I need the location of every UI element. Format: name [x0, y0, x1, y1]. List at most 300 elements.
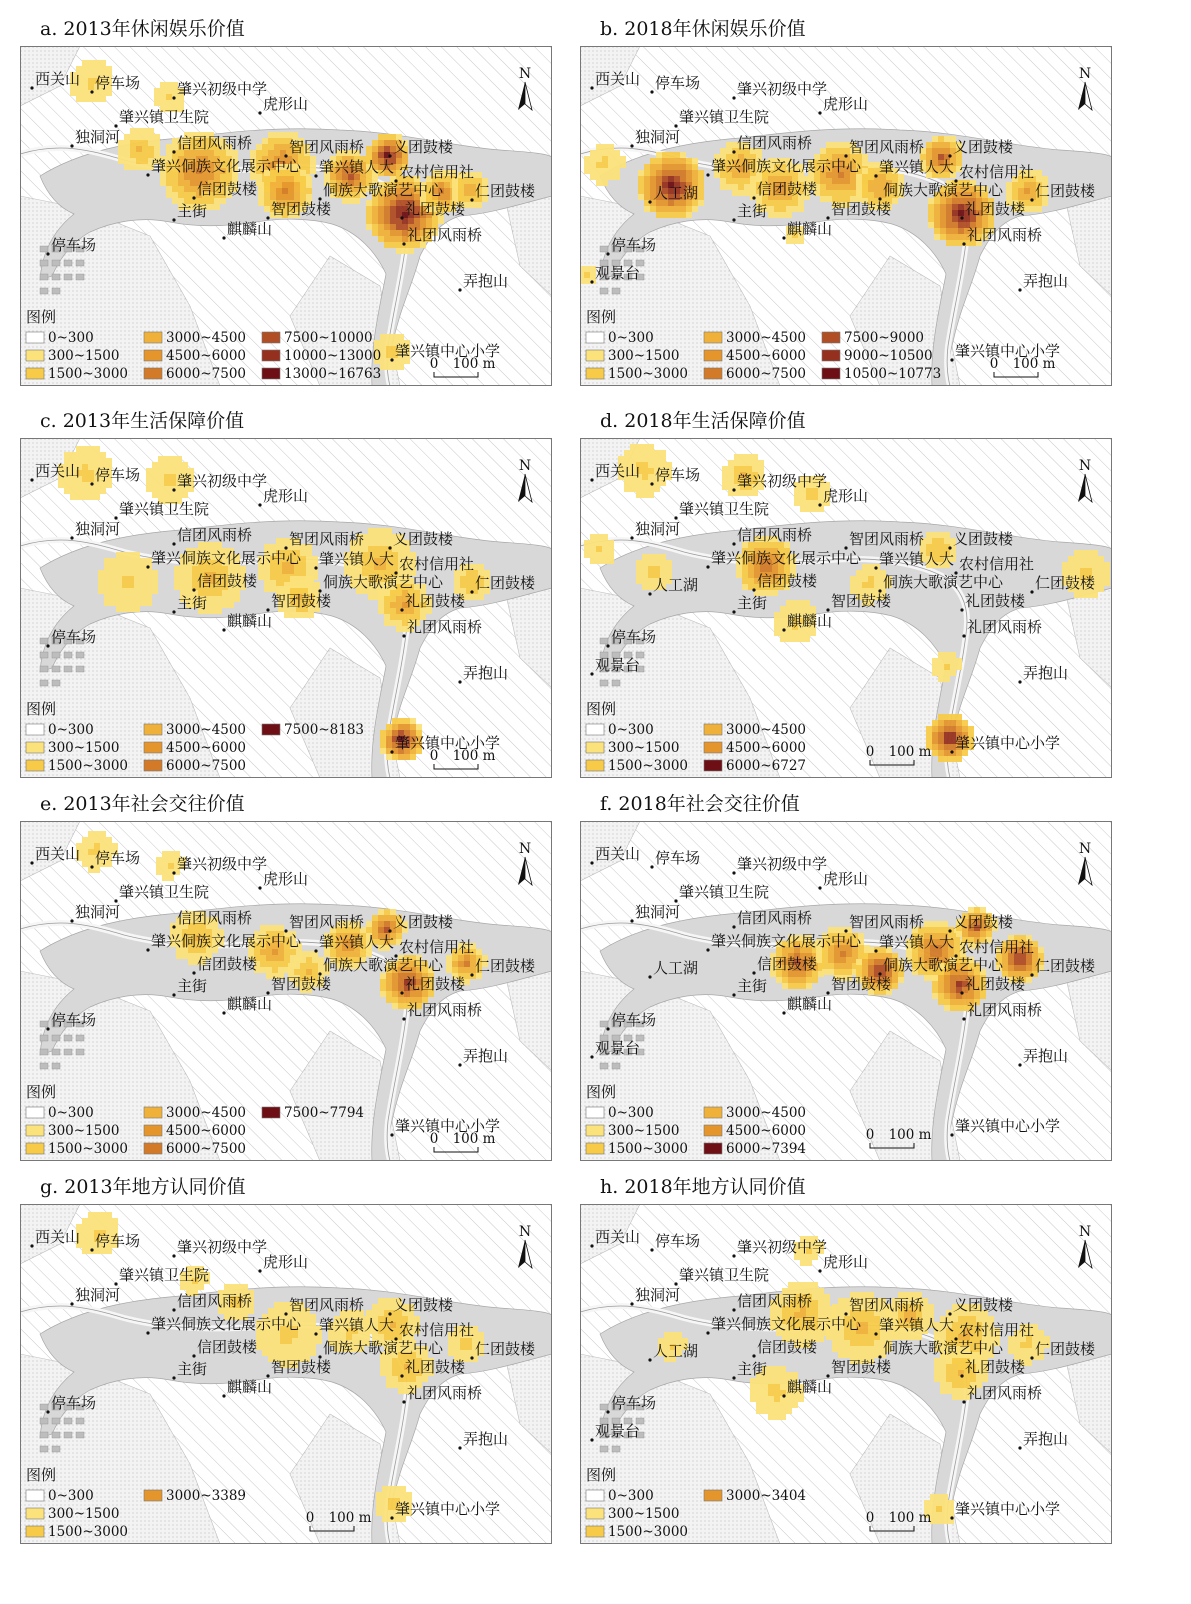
place-name: 农村信用社	[959, 163, 1035, 181]
place-name: 观景台	[595, 656, 641, 674]
north-label: N	[1078, 458, 1092, 474]
place-name: 智团风雨桥	[849, 530, 925, 548]
building	[40, 652, 48, 658]
building	[612, 288, 620, 294]
place-label	[458, 272, 508, 292]
place-point	[782, 628, 785, 631]
place-name: 麒麟山	[787, 612, 833, 630]
place-label	[732, 1292, 812, 1312]
place-point	[590, 478, 593, 481]
place-point	[470, 590, 473, 593]
place-label	[192, 1338, 258, 1358]
place-point	[650, 865, 653, 868]
legend-swatch	[822, 332, 840, 343]
place-label	[590, 264, 640, 284]
legend-label: 4500~6000	[166, 740, 247, 756]
place-name: 礼团鼓楼	[405, 975, 466, 993]
place-point	[590, 1055, 593, 1058]
legend-swatch	[704, 760, 722, 771]
place-name: 侗族大歌演艺中心	[323, 956, 444, 974]
place-label	[458, 1047, 508, 1067]
place-name: 礼团风雨桥	[967, 618, 1043, 636]
place-label	[46, 236, 96, 256]
place-name: 信团鼓楼	[757, 180, 818, 198]
place-point	[400, 216, 403, 219]
place-name: 礼团鼓楼	[965, 975, 1026, 993]
place-name: 义团鼓楼	[953, 913, 1014, 931]
legend-swatch	[26, 368, 44, 379]
legend-swatch	[144, 1125, 162, 1136]
place-name: 主街	[737, 977, 768, 995]
hotspot	[98, 552, 158, 612]
place-name: 虎形山	[823, 1253, 869, 1271]
place-name: 智团风雨桥	[849, 913, 925, 931]
place-label	[114, 108, 209, 128]
map-panel-f	[580, 789, 1112, 1161]
place-name: 麒麟山	[787, 1378, 833, 1396]
building	[612, 680, 620, 686]
place-label	[172, 80, 267, 100]
place-label	[172, 202, 207, 222]
place-label	[318, 1339, 444, 1359]
place-name: 麒麟山	[227, 995, 273, 1013]
place-name: 肇兴镇卫生院	[119, 883, 210, 901]
legend-swatch	[26, 1125, 44, 1136]
place-label	[46, 628, 96, 648]
legend-swatch	[144, 1143, 162, 1154]
place-point	[172, 1308, 175, 1311]
place-point	[1018, 1446, 1021, 1449]
place-label	[284, 530, 364, 550]
place-point	[648, 1358, 651, 1361]
legend-label: 6000~7500	[166, 1141, 247, 1157]
place-label	[960, 592, 1026, 612]
place-name: 农村信用社	[959, 555, 1035, 573]
place-name: 独洞河	[635, 520, 681, 538]
place-name: 信团鼓楼	[757, 572, 818, 590]
legend-title: 图例	[26, 1466, 57, 1484]
place-name: 肇兴侗族文化展示中心	[711, 1315, 862, 1333]
place-point	[782, 236, 785, 239]
place-label	[732, 1360, 767, 1380]
place-point	[1018, 288, 1021, 291]
legend-label: 0~300	[608, 1105, 654, 1121]
place-label	[266, 975, 332, 995]
place-name: 礼团鼓楼	[405, 200, 466, 218]
place-label	[172, 594, 207, 614]
place-name: 主街	[177, 594, 208, 612]
place-name: 肇兴镇卫生院	[119, 108, 210, 126]
place-name: 停车场	[95, 849, 141, 867]
panel-title: e. 2013年社会交往价值	[40, 793, 245, 815]
place-label	[606, 236, 656, 256]
place-name: 人工湖	[653, 959, 699, 977]
place-label	[826, 592, 892, 612]
place-label	[674, 108, 769, 128]
place-point	[732, 610, 735, 613]
place-point	[70, 919, 73, 922]
place-name: 信团鼓楼	[197, 1338, 258, 1356]
place-label	[394, 1321, 474, 1341]
place-name: 仁团鼓楼	[1035, 574, 1096, 592]
scale-label: 100 m	[888, 1510, 932, 1526]
legend-label: 1500~3000	[48, 366, 129, 382]
place-point	[402, 1400, 405, 1403]
map-canvas	[580, 438, 1112, 778]
place-label	[630, 520, 680, 540]
map-panel-e	[20, 789, 552, 1161]
place-label	[650, 849, 700, 869]
place-name: 主街	[177, 1360, 208, 1378]
place-point	[590, 861, 593, 864]
place-label	[318, 956, 444, 976]
building	[52, 1049, 60, 1055]
scale-zero: 0	[429, 1131, 439, 1147]
place-label	[706, 157, 862, 177]
legend-label: 0~300	[48, 722, 94, 738]
map-panel-g	[20, 1172, 552, 1544]
place-label	[70, 128, 120, 148]
place-point	[960, 216, 963, 219]
place-label	[590, 656, 640, 676]
place-point	[752, 1354, 755, 1357]
place-label	[606, 1394, 656, 1414]
scale-zero: 0	[865, 1127, 875, 1143]
place-name: 麒麟山	[787, 220, 833, 238]
panel-title: f. 2018年社会交往价值	[600, 793, 800, 815]
place-point	[400, 1374, 403, 1377]
place-label	[46, 1011, 96, 1031]
place-label	[146, 1315, 302, 1335]
place-label	[314, 158, 394, 178]
place-label	[782, 220, 832, 240]
place-name: 肇兴镇中心小学	[395, 1117, 501, 1135]
place-point	[706, 1331, 709, 1334]
legend-label: 300~1500	[48, 740, 120, 756]
place-label	[90, 849, 140, 869]
building	[76, 1418, 84, 1424]
place-point	[1030, 590, 1033, 593]
place-point	[650, 1248, 653, 1251]
place-point	[960, 991, 963, 994]
place-label	[402, 618, 482, 638]
place-point	[1030, 973, 1033, 976]
legend-swatch	[144, 350, 162, 361]
place-name: 信团风雨桥	[737, 134, 813, 152]
panel-title: h. 2018年地方认同价值	[600, 1176, 806, 1198]
place-point	[590, 1438, 593, 1441]
legend-swatch	[586, 1526, 604, 1537]
legend-label: 0~300	[608, 1488, 654, 1504]
place-label	[30, 70, 80, 90]
place-name: 停车场	[51, 1394, 97, 1412]
place-label	[752, 572, 818, 592]
place-name: 肇兴镇卫生院	[119, 1266, 210, 1284]
scale-zero: 0	[429, 748, 439, 764]
place-label	[874, 1316, 954, 1336]
place-label	[826, 1358, 892, 1378]
place-label	[192, 180, 258, 200]
building	[52, 680, 60, 686]
place-point	[630, 919, 633, 922]
place-name: 肇兴初级中学	[737, 855, 828, 873]
place-label	[458, 664, 508, 684]
legend-label: 9000~10500	[844, 348, 933, 364]
legend-title: 图例	[586, 308, 617, 326]
place-name: 弄抱山	[463, 664, 509, 682]
legend-swatch	[144, 1107, 162, 1118]
place-name: 虎形山	[823, 870, 869, 888]
place-name: 观景台	[595, 264, 641, 282]
place-point	[172, 1376, 175, 1379]
place-label	[948, 1296, 1014, 1316]
place-name: 肇兴侗族文化展示中心	[711, 932, 862, 950]
place-label	[318, 181, 444, 201]
legend-swatch	[144, 724, 162, 735]
place-label	[732, 855, 827, 875]
place-name: 人工湖	[653, 184, 699, 202]
place-point	[470, 1356, 473, 1359]
place-name: 西关山	[595, 845, 641, 863]
legend-swatch	[704, 1107, 722, 1118]
place-label	[222, 612, 272, 632]
place-label	[394, 555, 474, 575]
legend-swatch	[26, 1508, 44, 1519]
building	[600, 288, 608, 294]
place-label	[266, 200, 332, 220]
place-name: 肇兴初级中学	[737, 80, 828, 98]
legend-label: 3000~3389	[166, 1488, 247, 1504]
place-name: 智团鼓楼	[831, 200, 892, 218]
place-point	[172, 1254, 175, 1257]
legend-label: 0~300	[48, 1105, 94, 1121]
map-panel-d	[580, 406, 1112, 778]
place-label	[732, 472, 827, 492]
place-point	[458, 680, 461, 683]
place-point	[962, 1400, 965, 1403]
legend-label: 3000~4500	[726, 1105, 807, 1121]
place-point	[606, 1027, 609, 1030]
place-point	[960, 608, 963, 611]
place-point	[172, 542, 175, 545]
place-label	[844, 1296, 924, 1316]
legend-label: 300~1500	[48, 348, 120, 364]
place-label	[732, 977, 767, 997]
place-label	[878, 181, 1004, 201]
place-point	[70, 1302, 73, 1305]
place-point	[950, 750, 953, 753]
legend-swatch	[26, 332, 44, 343]
legend-swatch	[822, 368, 840, 379]
legend-label: 13000~16763	[284, 366, 382, 382]
building	[76, 652, 84, 658]
place-name: 肇兴初级中学	[177, 855, 268, 873]
place-name: 农村信用社	[399, 163, 475, 181]
place-name: 智团风雨桥	[289, 913, 365, 931]
place-name: 信团鼓楼	[197, 955, 258, 973]
place-point	[962, 1017, 965, 1020]
place-label	[732, 80, 827, 100]
scale-zero: 0	[429, 356, 439, 372]
place-name: 麒麟山	[227, 220, 273, 238]
building	[64, 260, 72, 266]
building	[40, 288, 48, 294]
place-point	[590, 86, 593, 89]
place-name: 信团鼓楼	[197, 572, 258, 590]
place-label	[1018, 1047, 1068, 1067]
place-name: 信团风雨桥	[737, 526, 813, 544]
building	[76, 260, 84, 266]
place-label	[844, 530, 924, 550]
legend-label: 300~1500	[608, 348, 680, 364]
legend-label: 1500~3000	[48, 1524, 129, 1540]
building	[600, 638, 608, 644]
hotspot	[584, 144, 626, 186]
map-canvas	[580, 46, 1112, 386]
legend-swatch	[822, 350, 840, 361]
legend-swatch	[26, 760, 44, 771]
place-name: 肇兴初级中学	[177, 80, 268, 98]
place-label	[390, 1500, 500, 1520]
place-name: 智团鼓楼	[831, 592, 892, 610]
place-label	[950, 734, 1060, 754]
legend-swatch	[144, 742, 162, 753]
place-name: 智团风雨桥	[289, 530, 365, 548]
place-label	[1030, 957, 1096, 977]
place-name: 肇兴镇中心小学	[955, 342, 1061, 360]
building	[40, 1049, 48, 1055]
place-point	[1018, 680, 1021, 683]
legend-swatch	[704, 332, 722, 343]
legend-swatch	[26, 724, 44, 735]
place-point	[192, 196, 195, 199]
place-label	[962, 1001, 1042, 1021]
place-label	[590, 845, 640, 865]
north-label: N	[518, 1224, 532, 1240]
building	[64, 652, 72, 658]
place-label	[954, 163, 1034, 183]
legend-label: 3000~4500	[166, 722, 247, 738]
map-canvas	[20, 821, 552, 1161]
legend-label: 300~1500	[608, 1506, 680, 1522]
building	[40, 638, 48, 644]
place-label	[962, 226, 1042, 246]
place-point	[46, 1410, 49, 1413]
building	[40, 246, 48, 252]
legend-swatch	[704, 1125, 722, 1136]
place-name: 礼团鼓楼	[405, 592, 466, 610]
legend-label: 4500~6000	[726, 1123, 807, 1139]
building	[40, 1035, 48, 1041]
legend-swatch	[262, 350, 280, 361]
place-name: 仁团鼓楼	[475, 1340, 536, 1358]
place-point	[950, 358, 953, 361]
place-name: 侗族大歌演艺中心	[323, 181, 444, 199]
legend-label: 3000~4500	[726, 330, 807, 346]
place-label	[394, 163, 474, 183]
place-label	[674, 883, 769, 903]
scale-label: 100 m	[888, 744, 932, 760]
legend-swatch	[144, 332, 162, 343]
place-name: 停车场	[51, 236, 97, 254]
legend-title: 图例	[586, 1466, 617, 1484]
place-point	[818, 1269, 821, 1272]
place-label	[590, 462, 640, 482]
building	[76, 274, 84, 280]
place-label	[400, 200, 466, 220]
place-point	[732, 1308, 735, 1311]
place-label	[470, 574, 536, 594]
place-label	[172, 1238, 267, 1258]
place-name: 农村信用社	[959, 938, 1035, 956]
place-point	[146, 948, 149, 951]
place-name: 肇兴镇卫生院	[119, 500, 210, 518]
place-label	[314, 933, 394, 953]
place-point	[172, 993, 175, 996]
north-label: N	[518, 841, 532, 857]
place-point	[590, 672, 593, 675]
place-name: 智团风雨桥	[849, 1296, 925, 1314]
place-name: 人工湖	[653, 1342, 699, 1360]
building	[600, 1021, 608, 1027]
place-name: 肇兴镇卫生院	[679, 1266, 770, 1284]
place-point	[222, 236, 225, 239]
place-point	[172, 150, 175, 153]
legend-swatch	[262, 724, 280, 735]
place-name: 义团鼓楼	[393, 913, 454, 931]
place-name: 主街	[737, 202, 768, 220]
place-point	[192, 588, 195, 591]
place-name: 弄抱山	[463, 272, 509, 290]
place-label	[590, 1039, 640, 1059]
place-name: 西关山	[35, 1228, 81, 1246]
place-point	[402, 1017, 405, 1020]
place-name: 仁团鼓楼	[475, 574, 536, 592]
legend-label: 7500~7794	[284, 1105, 365, 1121]
place-point	[70, 144, 73, 147]
legend-swatch	[586, 1125, 604, 1136]
place-point	[390, 1133, 393, 1136]
building	[52, 1418, 60, 1424]
place-point	[732, 1254, 735, 1257]
place-name: 智团鼓楼	[271, 975, 332, 993]
place-name: 侗族大歌演艺中心	[323, 1339, 444, 1357]
place-point	[706, 173, 709, 176]
place-label	[874, 158, 954, 178]
place-name: 停车场	[95, 74, 141, 92]
place-point	[314, 566, 317, 569]
place-label	[1030, 574, 1096, 594]
place-label	[826, 975, 892, 995]
place-label	[782, 1378, 832, 1398]
place-name: 智团鼓楼	[831, 975, 892, 993]
map-canvas	[580, 821, 1112, 1161]
place-point	[172, 218, 175, 221]
place-label	[172, 977, 207, 997]
place-name: 信团风雨桥	[177, 134, 253, 152]
place-name: 肇兴镇人大	[879, 158, 955, 176]
panel-title: c. 2013年生活保障价值	[40, 410, 245, 432]
place-label	[258, 95, 308, 115]
legend-swatch	[704, 368, 722, 379]
place-label	[114, 1266, 209, 1286]
legend-label: 6000~7394	[726, 1141, 807, 1157]
place-name: 侗族大歌演艺中心	[323, 573, 444, 591]
place-name: 侗族大歌演艺中心	[883, 1339, 1004, 1357]
place-label	[318, 573, 444, 593]
building	[76, 1049, 84, 1055]
place-name: 停车场	[51, 1011, 97, 1029]
